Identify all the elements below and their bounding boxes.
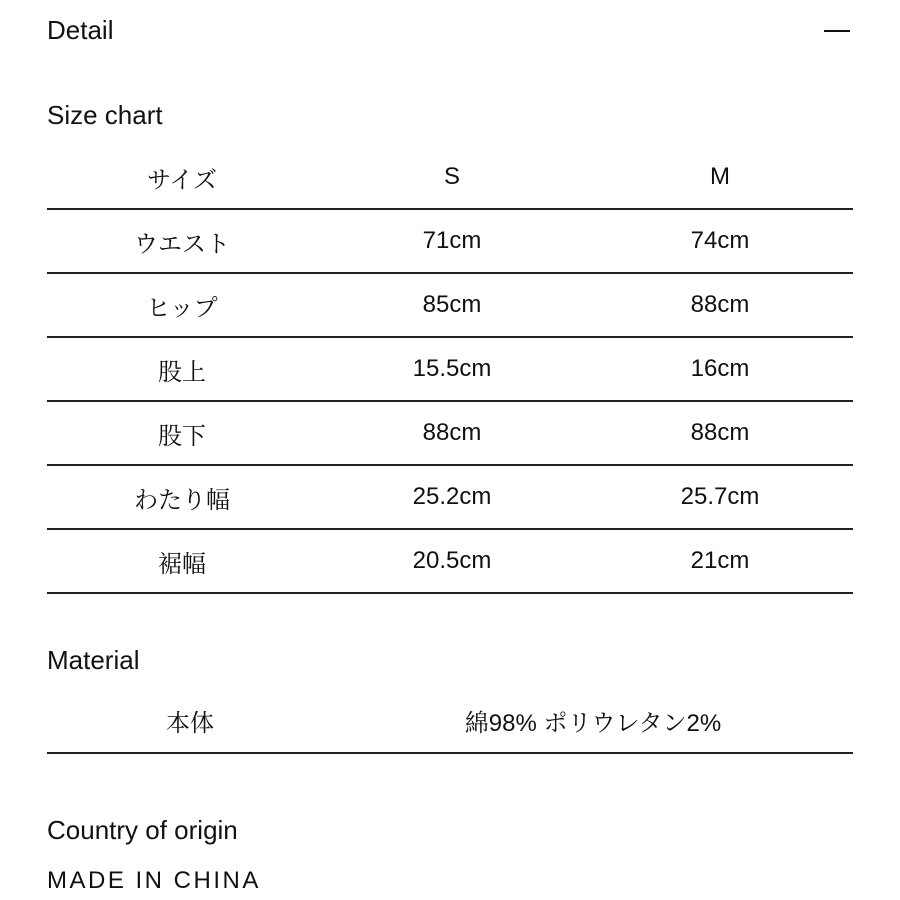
table-row: [47, 401, 853, 465]
size-m-value: 16cm: [587, 337, 853, 401]
size-m-value: 21cm: [587, 529, 853, 593]
size-s-value: 25.2cm: [317, 465, 587, 529]
table-row: [47, 337, 853, 401]
material-value: 綿98% ポリウレタン2%: [333, 688, 853, 753]
measure-label: ウエスト: [47, 209, 317, 273]
detail-heading: Detail: [47, 15, 114, 45]
size-m-value: 25.7cm: [587, 465, 853, 529]
material-table: [47, 688, 853, 754]
material-heading: Material: [47, 645, 140, 675]
size-m-value: 74cm: [587, 209, 853, 273]
table-row: [47, 529, 853, 593]
size-m-value: 88cm: [587, 273, 853, 337]
measure-label: ヒップ: [47, 273, 317, 337]
table-row: [47, 465, 853, 529]
table-row: [47, 688, 853, 753]
table-row: [47, 273, 853, 337]
size-chart-table: [47, 146, 853, 594]
measure-label: 裾幅: [47, 529, 317, 593]
size-s-value: 88cm: [317, 401, 587, 465]
measure-label: 股上: [47, 337, 317, 401]
size-s-value: 71cm: [317, 209, 587, 273]
size-s-value: 15.5cm: [317, 337, 587, 401]
table-header-row: [47, 146, 853, 209]
size-s-value: 85cm: [317, 273, 587, 337]
size-m-value: 88cm: [587, 401, 853, 465]
header-cell: サイズ: [146, 166, 218, 194]
table-row: [47, 209, 853, 273]
minus-icon: [824, 30, 850, 32]
material-label: 本体: [47, 688, 333, 753]
origin-heading: Country of origin: [47, 815, 238, 845]
origin-value: MADE IN CHINA: [47, 867, 261, 894]
size-s-value: 20.5cm: [317, 529, 587, 593]
header-cell: S: [443, 163, 460, 190]
header-cell: M: [710, 163, 730, 190]
collapse-detail-button[interactable]: [822, 14, 852, 44]
size-chart-heading: Size chart: [47, 100, 163, 130]
measure-label: わたり幅: [47, 465, 317, 529]
measure-label: 股下: [47, 401, 317, 465]
